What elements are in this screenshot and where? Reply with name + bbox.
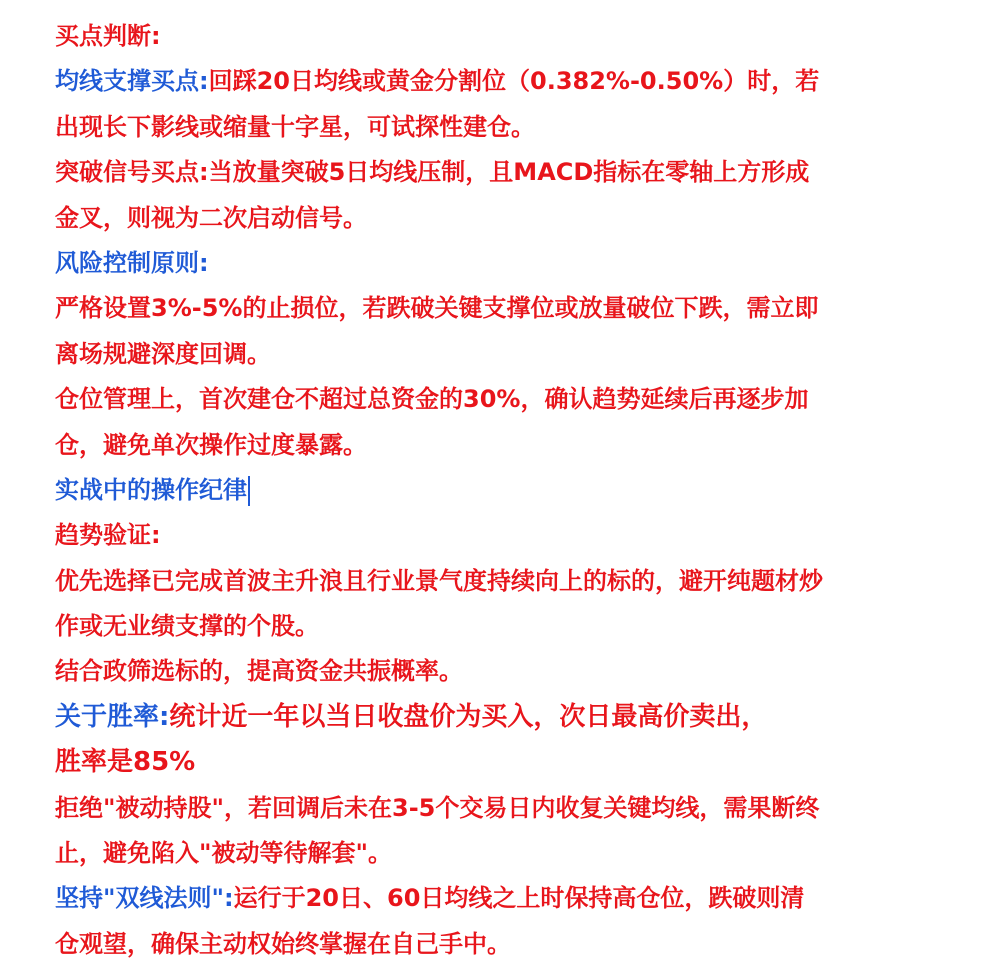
heading-buy-point: 买点判断:: [55, 22, 161, 50]
breakout-line-2: 金叉，则视为二次启动信号。: [55, 203, 367, 232]
trend-heading: 趋势验证:: [55, 521, 161, 550]
risk-line-1: 严格设置3%-5%的止损位，若跌破关键支撑位或放量破位下跌，需立即: [55, 294, 819, 323]
discipline-heading[interactable]: 实战中的操作纪律: [55, 468, 985, 513]
winrate-line-1: [55, 695, 985, 740]
reject-line-1: 拒绝"被动持股"，若回调后未在3-5个交易日内收复关键均线，需果断终: [55, 793, 820, 822]
ma-support-label: 均线支撑买点:: [55, 67, 209, 96]
ma-support-line-1: [55, 59, 985, 104]
risk-heading: 风险控制原则:: [55, 248, 209, 277]
ma-support-text: 回踩20日均线或黄金分割位（0.382%-0.50%）时，若: [208, 67, 820, 96]
dual-line-1: [55, 876, 985, 921]
dual-text: 运行于20日、60日均线之上时保持高仓位，跌破则清: [233, 884, 805, 913]
winrate-line-2: 胜率是85%: [55, 747, 196, 778]
dual-label: 坚持"双线法则":: [55, 884, 234, 913]
breakout-text: 当放量突破5日均线压制，且MACD指标在零轴上方形成: [208, 158, 810, 187]
risk-line-2: 离场规避深度回调。: [55, 339, 271, 368]
breakout-label: 突破信号买点:: [55, 158, 209, 187]
text-cursor: [248, 476, 250, 506]
winrate-label: 关于胜率:: [55, 701, 170, 732]
trend-line-2: 作或无业绩支撑的个股。: [55, 612, 319, 641]
policy-line: 结合政筛选标的，提高资金共振概率。: [55, 657, 463, 686]
position-line-2: 仓，避免单次操作过度暴露。: [55, 430, 367, 459]
trend-line-1: 优先选择已完成首波主升浪且行业景气度持续向上的标的，避开纯题材炒: [55, 566, 823, 595]
ma-support-line-2: 出现长下影线或缩量十字星，可试探性建仓。: [55, 112, 535, 141]
breakout-line-1: [55, 150, 985, 195]
document-body: [55, 14, 985, 967]
reject-line-2: 止，避免陷入"被动等待解套"。: [55, 839, 393, 868]
dual-line-2: 仓观望，确保主动权始终掌握在自己手中。: [55, 929, 511, 958]
position-line-1: 仓位管理上，首次建仓不超过总资金的30%，确认趋势延续后再逐步加: [55, 385, 809, 414]
winrate-text: 统计近一年以当日收盘价为买入，次日最高价卖出，: [169, 701, 768, 732]
